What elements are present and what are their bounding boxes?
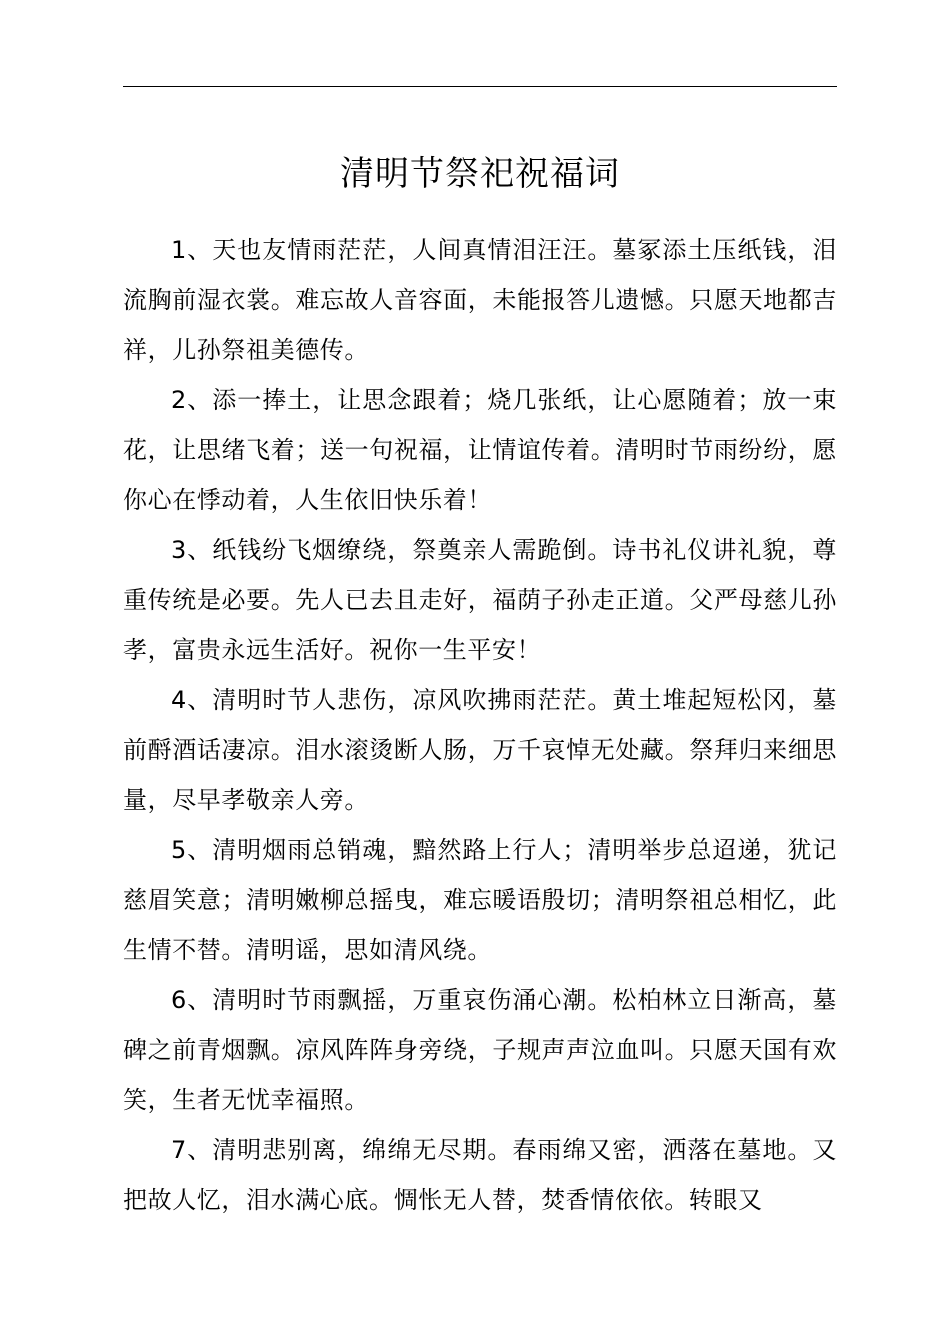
paragraph: 3、纸钱纷飞烟缭绕，祭奠亲人需跪倒。诗书礼仪讲礼貌，尊重传统是必要。先人已去且走好，福荫子孙走正道。父严母慈儿孙孝，富贵永远生活好。祝你一生平安！ (123, 536, 837, 664)
header-rule (123, 86, 837, 87)
paragraph: 4、清明时节人悲伤，凉风吹拂雨茫茫。黄土堆起短松冈，墓前酹酒话凄凉。泪水滚烫断人肠，万千哀悼无处藏。祭拜归来细思量，尽早孝敬亲人旁。 (123, 686, 837, 814)
paragraph: 2、添一捧土，让思念跟着；烧几张纸，让心愿随着；放一束花，让思绪飞着；送一句祝福，让情谊传着。清明时节雨纷纷，愿你心在悸动着，人生依旧快乐着！ (123, 386, 837, 514)
paragraph: 1、天也友情雨茫茫，人间真情泪汪汪。墓冢添土压纸钱，泪流胸前湿衣裳。难忘故人音容面，未能报答儿遗憾。只愿天地都吉祥，儿孙祭祖美德传。 (123, 236, 837, 364)
document-body (123, 225, 837, 1225)
paragraph: 5、清明烟雨总销魂，黯然路上行人；清明举步总迢递，犹记慈眉笑意；清明嫩柳总摇曳，难忘暖语殷切；清明祭祖总相忆，此生情不替。清明谣，思如清风绕。 (123, 836, 837, 964)
document-title: 清明节祭祀祝福词 (340, 154, 620, 194)
paragraph: 6、清明时节雨飘摇，万重哀伤涌心潮。松柏林立日渐高，墓碑之前青烟飘。凉风阵阵身旁绕，子规声声泣血叫。只愿天国有欢笑，生者无忧幸福照。 (123, 986, 837, 1114)
paragraph: 7、清明悲别离，绵绵无尽期。春雨绵又密，洒落在墓地。又把故人忆，泪水满心底。惆怅无人替，焚香情依依。转眼又 (123, 1136, 837, 1214)
